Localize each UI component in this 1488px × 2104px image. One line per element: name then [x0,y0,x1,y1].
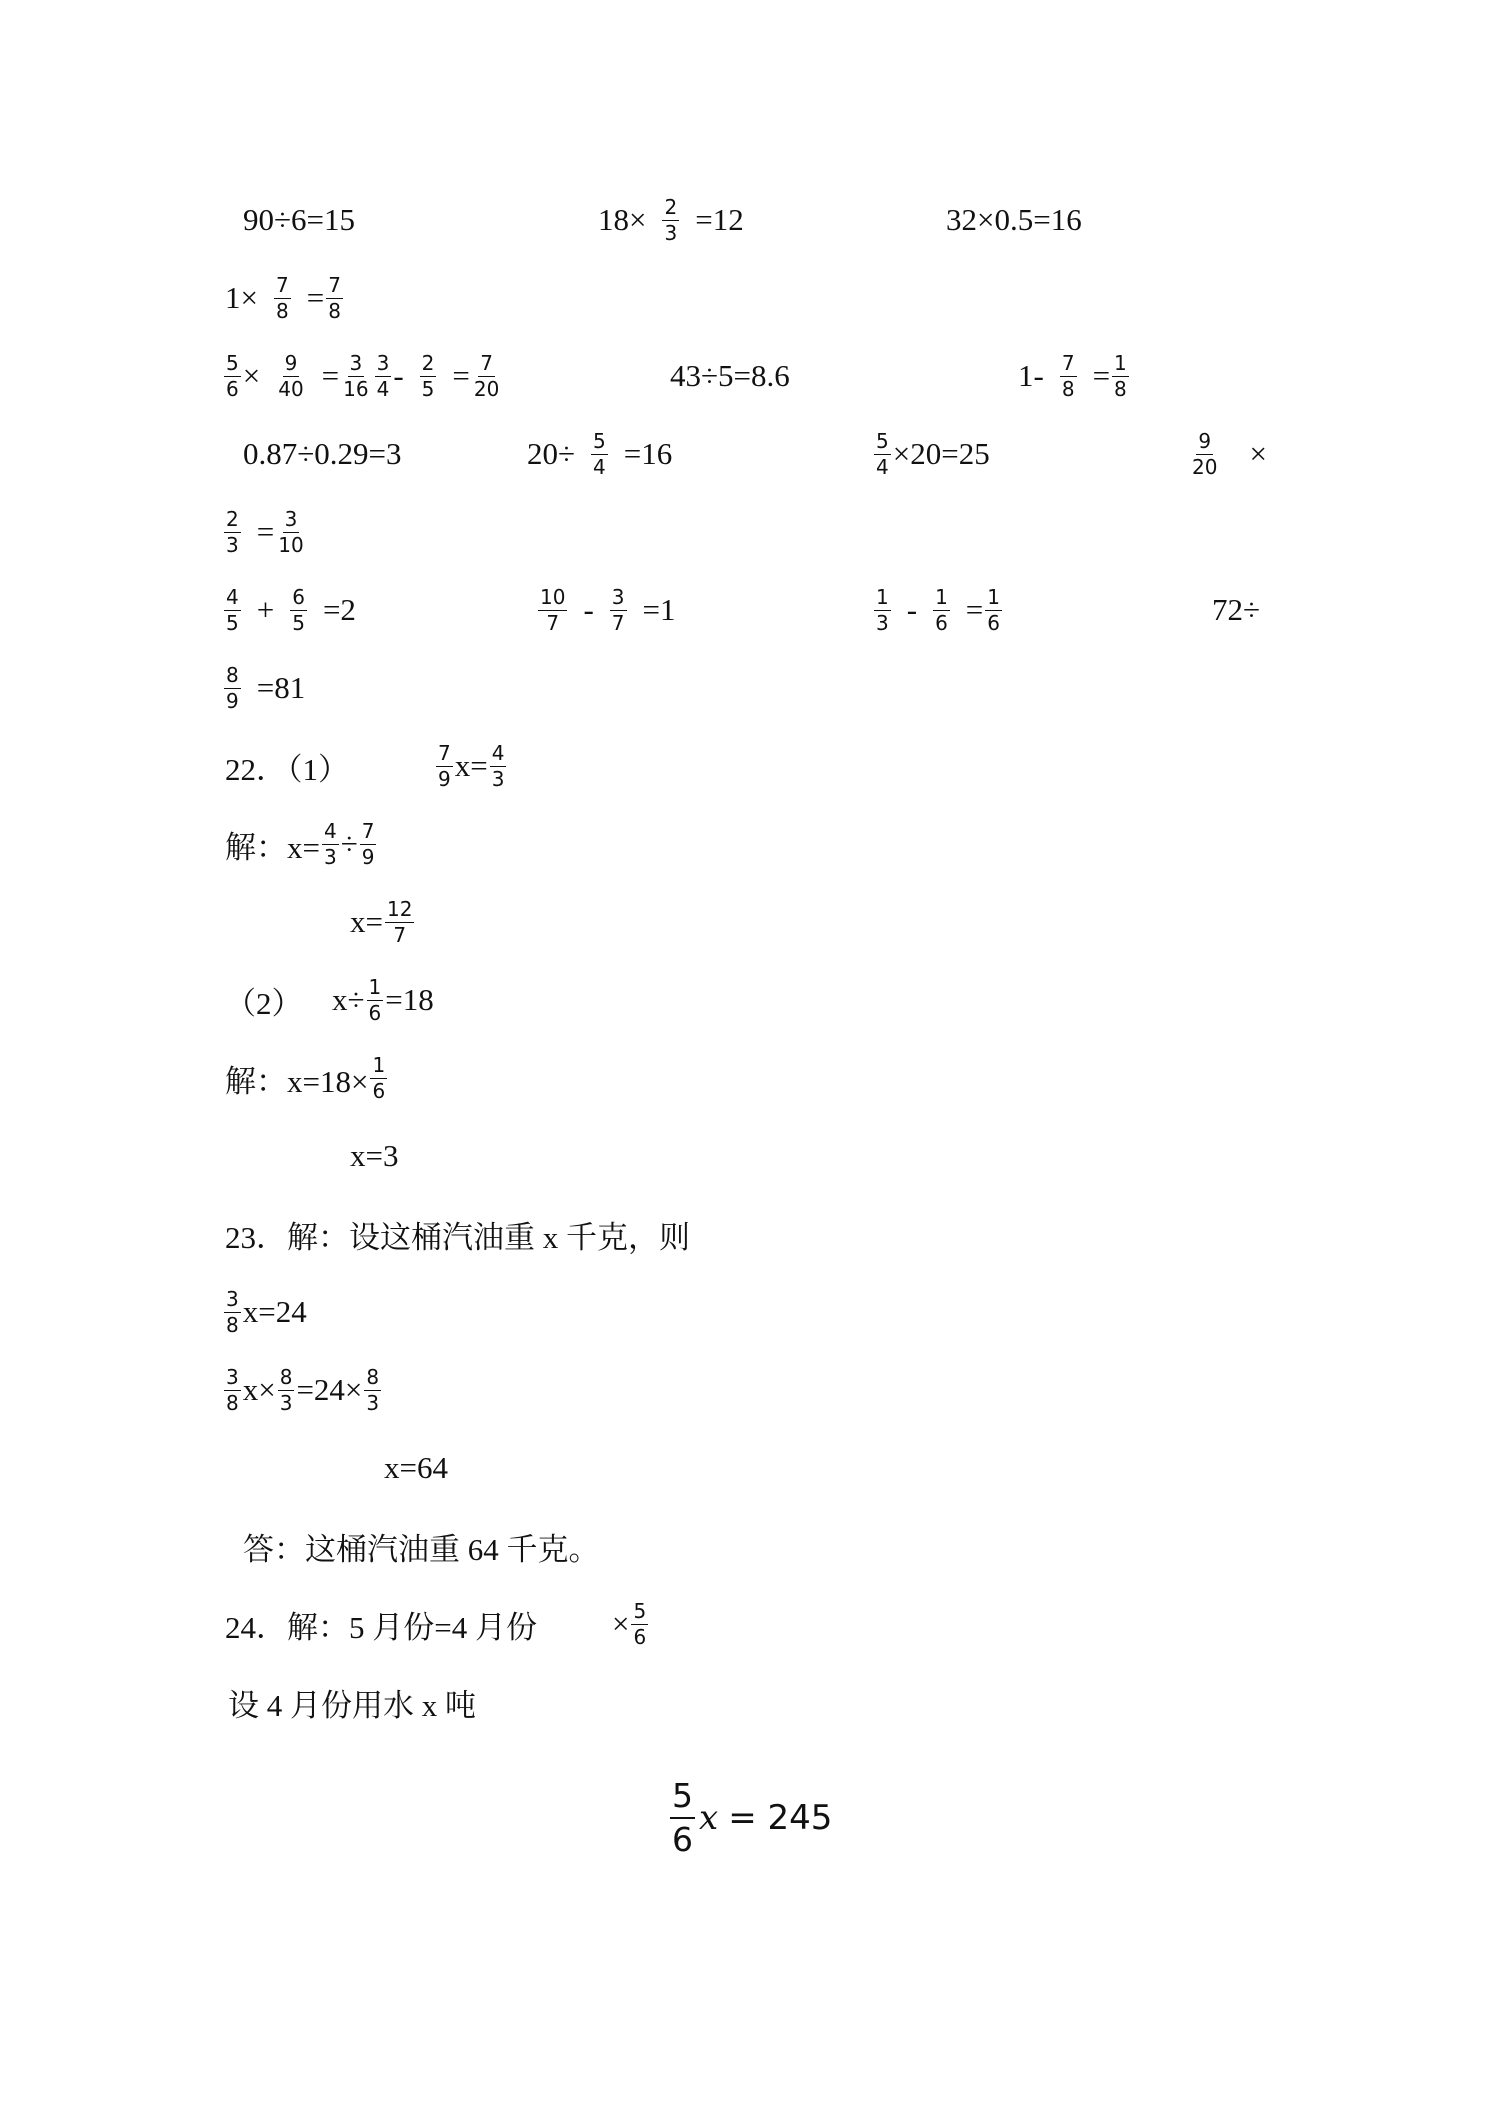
numerator: 9 [1198,428,1212,453]
fraction [662,195,679,246]
denominator: 3 [664,220,678,245]
numerator: 1 [876,584,889,609]
numerator: 1 [1114,350,1127,375]
q24-text: 24．解：5 月份=4 月份 [225,1609,537,1645]
denominator: 4 [876,454,889,479]
denominator: 6 [935,610,948,635]
calc-row-4 [0,424,1488,484]
fraction [385,897,414,948]
fraction [670,1775,695,1861]
q22-part2-result [0,1126,1488,1186]
numerator: 7 [1061,350,1075,375]
fraction [370,1053,387,1104]
denominator: 7 [611,610,625,635]
fraction [276,507,305,558]
calc-43-div-5: 43÷5=8.6 [670,358,790,393]
numerator: 3 [349,350,363,375]
q24-line2-text: 设 4 月份用水 x 吨 [228,1687,476,1723]
calc-5-4-times-20: $\frac{5}{4}$ ×20=25 [876,428,990,479]
fraction [224,351,241,402]
numerator: 3 [611,584,625,609]
calc-continuation-8-9: $\frac{8}{9}$ =81 [226,662,306,713]
q24-heading [0,1594,1488,1654]
q22-part1-equation [0,736,1488,796]
q22-eq1: $\frac{7}{9}$ x= $\frac{4}{3}$ [438,740,505,791]
denominator: 7 [546,610,560,635]
q22-label: 22．（1） [225,751,349,787]
fraction [874,429,891,480]
fraction [224,1365,241,1416]
calc-continuation-2-3: $\frac{2}{3}$ = $\frac{3}{10}$ [226,506,304,557]
fraction [1060,351,1077,402]
numerator: 7 [275,272,289,297]
fraction [276,351,305,402]
denominator: 5 [421,376,435,401]
q23-text: 23．解：设这桶汽油重 x 千克，则 [225,1219,690,1255]
numerator: 1 [935,584,948,609]
denominator: 6 [226,376,239,401]
fraction [610,585,627,636]
numerator: 9 [284,350,298,375]
numerator: 3 [226,1364,239,1389]
q22-part1-solution [0,814,1488,874]
calc-32-times-05: 32×0.5=16 [946,202,1082,237]
fraction [278,1365,295,1416]
calc-72-div: 72÷ [1212,592,1261,627]
fraction [631,1599,648,1650]
numerator: 5 [593,428,606,453]
denominator: 8 [226,1390,239,1415]
q24-display-equation [668,1768,832,1868]
q23-eq2: $\frac{3}{8}$ x× $\frac{8}{3}$ =24× $\frac{8}{3}$ [226,1364,380,1415]
calc-row-6 [0,580,1488,640]
q23-equation-1 [0,1282,1488,1342]
q23-result [0,1438,1488,1498]
calc-9-20-times: $\frac{9}{20}$ × [1192,428,1267,479]
equation-rhs: = 245 [728,1798,833,1838]
denominator: 8 [226,1312,239,1337]
calc-5-6-times-9-40: $\frac{5}{6}$ × $\frac{9}{40}$ = $\frac{3}{16}$ $\frac{3}{4}$ - $\frac{2}{5}$ = $\frac{7}{20}$ [226,350,500,401]
q22-part2-solution [0,1048,1488,1108]
numerator: 1 [372,1052,386,1077]
calc-087-div-029: 0.87÷0.29=3 [243,436,402,471]
numerator: 5 [670,1775,695,1819]
numerator: 6 [292,584,305,609]
denominator: 4 [376,376,390,401]
fraction [985,585,1002,636]
denominator: 6 [672,1820,693,1859]
denominator: 7 [393,922,407,947]
q23-eq1: $\frac{3}{8}$ x=24 [226,1286,307,1337]
q24-times-5-6: × $\frac{5}{6}$ [612,1598,647,1649]
numerator: 1 [368,974,382,999]
fraction [224,663,241,714]
numerator: 4 [491,740,505,765]
numerator: 7 [361,818,375,843]
denominator: 9 [438,766,451,791]
numerator: 4 [323,818,337,843]
denominator: 3 [876,610,889,635]
fraction [490,741,507,792]
calc-1-minus-7-8: 1- $\frac{7}{8}$ = $\frac{1}{8}$ [1018,350,1127,401]
numerator: 3 [284,506,298,531]
numerator: 5 [226,350,239,375]
denominator: 3 [366,1390,380,1415]
fraction [436,741,453,792]
calc-10-7-minus-3-7: $\frac{10}{7}$ - $\frac{3}{7}$ =1 [540,584,676,635]
numerator: 1 [987,584,1001,609]
denominator: 10 [278,532,304,557]
denominator: 4 [593,454,606,479]
fraction [538,585,567,636]
denominator: 3 [279,1390,293,1415]
fraction [874,585,891,636]
numerator: 10 [540,584,566,609]
fraction [472,351,501,402]
calc-18-times-2-3: 18× $\frac{2}{3}$ =12 [598,194,744,245]
fraction [1112,351,1129,402]
numerator: 7 [480,350,493,375]
numerator: 3 [226,1286,239,1311]
fraction [326,273,343,324]
numerator: 8 [279,1364,293,1389]
calc-row-5 [0,502,1488,562]
fraction [591,429,608,480]
fraction [364,1365,381,1416]
variable-x: x [699,1798,719,1838]
fraction [341,351,370,402]
denominator: 3 [323,844,337,869]
q22-sol1: 解：x= $\frac{4}{3}$ ÷ $\frac{7}{9}$ [225,818,375,869]
fraction [290,585,307,636]
fraction [375,351,392,402]
q23-equation-2 [0,1360,1488,1420]
numerator: 7 [328,272,341,297]
q22-res1: x= $\frac{12}{7}$ [350,896,413,947]
q22-res2: x=3 [350,1138,399,1173]
fraction [933,585,950,636]
calc-row-3 [0,346,1488,406]
calc-row-7 [0,658,1488,718]
numerator: 2 [664,194,678,219]
numerator: 8 [226,662,239,687]
denominator: 3 [226,532,239,557]
denominator: 6 [987,610,1001,635]
fraction [1190,429,1219,480]
calc-1-3-minus-1-6: $\frac{1}{3}$ - $\frac{1}{6}$ = $\frac{1}{6}$ [876,584,1001,635]
fraction [274,273,291,324]
denominator: 40 [278,376,304,401]
fraction [224,1287,241,1338]
numerator: 7 [438,740,451,765]
calc-4-5-plus-6-5: $\frac{4}{5}$ + $\frac{6}{5}$ =2 [226,584,356,635]
q23-answer-text: 答：这桶汽油重 64 千克。 [243,1531,600,1567]
q23-res: x=64 [384,1450,448,1485]
denominator: 5 [292,610,305,635]
denominator: 6 [372,1078,386,1103]
numerator: 12 [386,896,413,921]
numerator: 4 [226,584,239,609]
calc-row-1 [0,190,1488,250]
q22-sol2: 解：x=18× $\frac{1}{6}$ [225,1052,386,1103]
calc-90-div-6: 90÷6=15 [243,202,355,237]
denominator: 9 [226,688,239,713]
q22-part1-result [0,892,1488,952]
denominator: 6 [368,1000,382,1025]
numerator: 5 [876,428,889,453]
calc-20-div-5-4: 20÷ $\frac{5}{4}$ =16 [527,428,673,479]
q23-answer [0,1516,1488,1576]
fraction [224,585,241,636]
q22-part2-equation [0,970,1488,1030]
numerator: 3 [376,350,390,375]
fraction [224,507,241,558]
calc-row-2 [0,268,1488,328]
q24-line2 [0,1672,1488,1732]
denominator: 6 [633,1624,647,1649]
q23-heading [0,1204,1488,1264]
denominator: 16 [343,376,369,401]
fraction [322,819,339,870]
fraction [367,975,384,1026]
denominator: 20 [1192,454,1218,479]
numerator: 5 [633,1598,647,1623]
numerator: 8 [366,1364,380,1389]
denominator: 20 [473,376,500,401]
numerator: 2 [421,350,435,375]
denominator: 8 [1114,376,1127,401]
calc-1-times-7-8: 1× $\frac{7}{8}$ = $\frac{7}{8}$ [225,272,341,323]
denominator: 3 [491,766,505,791]
fraction [420,351,437,402]
denominator: 8 [275,298,289,323]
numerator: 2 [226,506,239,531]
q22-eq2: x÷ $\frac{1}{6}$ =18 [332,974,434,1025]
q22-label2: （2） [225,985,303,1021]
denominator: 8 [328,298,341,323]
denominator: 5 [226,610,239,635]
fraction [360,819,377,870]
denominator: 8 [1061,376,1075,401]
denominator: 9 [361,844,375,869]
